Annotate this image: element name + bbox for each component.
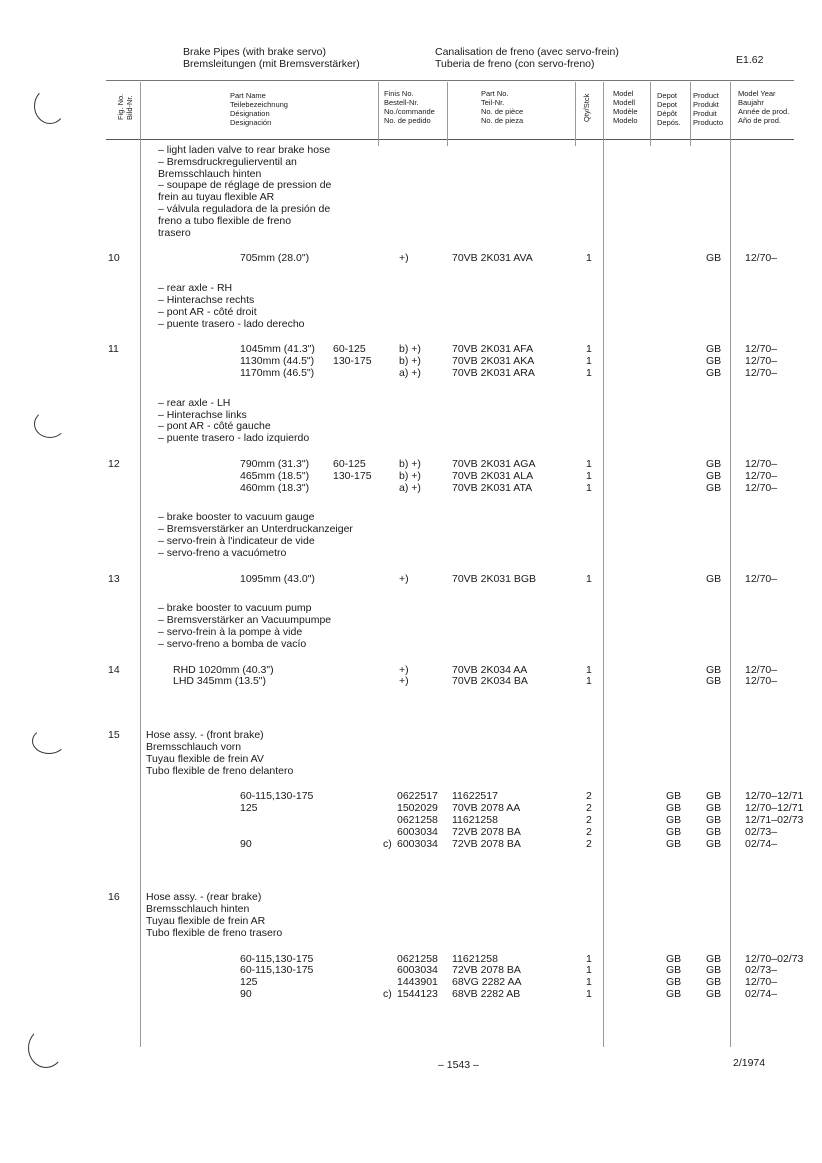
part-description-line: Bremsschlauch hinten [146,903,250,916]
model-year: 02/74– [745,988,778,1000]
model-year: 12/70– [745,355,778,368]
column-divider [730,82,731,1047]
part-description-line: – servo-freno a vacuómetro [158,546,287,559]
part-description-line: – servo-frein à la pompe à vide [158,626,303,638]
quantity: 2 [586,802,592,815]
model-year: 12/70– [745,663,778,676]
quantity: 1 [586,458,592,470]
product-code: GB [706,458,722,470]
size-spec: 90 [240,988,252,1000]
column-divider [378,82,379,146]
model-year: 12/70– [745,469,778,482]
part-description-line: – pont AR - côté droit [158,305,257,318]
part-number: 72VB 2078 BA [452,837,521,850]
model-year: 12/70– [745,367,778,379]
footnote-marker: c) [383,837,392,850]
footnote-marker: +) [399,252,409,265]
variant-range: 130-175 [333,469,372,482]
finis-number: 0622517 [397,790,438,803]
depot-code: GB [666,802,682,815]
finis-number: 0621258 [397,952,438,965]
quantity: 1 [586,988,592,1000]
depot-code: GB [666,976,682,989]
column-divider [447,82,448,146]
model-year: 12/70–02/73 [745,952,804,965]
document-subtitle [435,46,619,70]
title-line: Bremsleitungen (mit Bremsverstärker) [183,58,360,70]
part-description-line: trasero [158,226,191,239]
part-description-line: freno a tubo flexible de freno [158,214,292,227]
product-code: GB [706,469,722,482]
part-description-line: – Bremsverstärker an Vacuumpumpe [158,614,332,627]
page-code: E1.62 [736,54,764,66]
product-code: GB [706,252,722,265]
part-description-line: Tubo flexible de freno trasero [146,926,283,939]
size-spec: 1130mm (44.5") [240,355,315,368]
product-code: GB [706,572,722,585]
part-description-line: frein au tuyau flexible AR [158,191,275,204]
quantity: 1 [586,572,592,585]
finis-number: 6003034 [397,964,438,977]
footnote-marker: +) [399,572,409,585]
size-spec: LHD 345mm (13.5") [173,675,267,688]
subtitle-line: Tuberia de freno (con servo-freno) [435,58,595,70]
part-number: 70VB 2K031 ALA [452,469,534,482]
part-number: 72VB 2078 BA [452,825,521,838]
product-code: GB [706,790,722,803]
column-header-part-name: Part Name Teilebezeichnung Désignation Designación [230,91,288,127]
product-code: GB [706,355,722,368]
product-code: GB [706,952,722,965]
quantity: 1 [586,469,592,482]
punch-hole-mark [28,1028,64,1068]
model-year: 12/71–02/73 [745,814,804,826]
model-year: 02/73– [745,825,778,838]
part-description-line: – servo-freno a bomba de vacío [158,637,307,650]
footnote-marker: c) [383,988,392,1000]
column-divider [140,82,141,1047]
size-spec: 60-115,130-175 [240,964,314,977]
quantity: 1 [586,952,592,965]
size-spec: 705mm (28.0") [240,252,310,265]
size-spec: 465mm (18.5") [240,469,310,482]
depot-code: GB [666,837,682,850]
finis-number: 1502029 [397,802,438,815]
model-year: 12/70– [745,458,778,470]
size-spec: RHD 1020mm (40.3") [173,663,274,676]
model-year: 02/74– [745,837,778,850]
part-description-line: – Bremsdruckregulierventil an [158,155,297,168]
figure-number: 12 [108,458,120,470]
part-description-line: Hose assy. - (rear brake) [146,891,262,904]
part-description-line: – rear axle - LH [158,396,231,409]
size-spec: 1045mm (41.3") [240,343,315,356]
figure-number: 15 [108,729,120,742]
finis-number: 6003034 [397,837,438,850]
model-year: 02/73– [745,964,778,977]
quantity: 1 [586,976,592,989]
print-date: 2/1974 [733,1057,766,1069]
part-description-line: – válvula reguladora de la presión de [158,203,331,215]
model-year: 12/70– [745,252,778,265]
part-description-line: Tuyau flexible de frein AV [146,752,264,765]
model-year: 12/70– [745,675,778,688]
part-number: 11621258 [452,952,498,965]
part-number: 70VB 2K034 BA [452,675,528,688]
part-number: 70VB 2K031 ARA [452,367,535,379]
quantity: 2 [586,790,592,803]
product-code: GB [706,481,722,494]
variant-range: 60-125 [333,458,366,470]
header-top-rule [106,80,794,81]
part-description-line: – Bremsverstärker an Unterdruckanzeiger [158,523,353,536]
column-divider [603,82,604,1047]
variant-range: 60-125 [333,343,366,356]
column-header-finis-no: Finis No. Bestell-Nr. No./commande No. de pedido [384,89,435,125]
finis-number: 1443901 [397,976,438,989]
quantity: 1 [586,663,592,676]
part-number: 68VB 2282 AB [452,988,521,1000]
part-number: 70VB 2K031 BGB [452,572,537,585]
product-code: GB [706,663,722,676]
figure-number: 14 [108,663,120,676]
part-description-line: Bremsschlauch hinten [158,167,262,180]
quantity: 1 [586,343,592,356]
finis-number: 1544123 [397,988,438,1000]
part-description-line: – rear axle - RH [158,282,233,295]
product-code: GB [706,814,722,826]
part-description-line: – brake booster to vacuum gauge [158,511,315,524]
depot-code: GB [666,825,682,838]
part-description-line: Bremsschlauch vorn [146,741,242,753]
size-spec: 90 [240,837,252,850]
quantity: 1 [586,252,592,265]
footnote-marker: a) +) [399,367,421,379]
column-header-model-year: Model Year Baujahr Année de prod. Año de prod. [738,89,790,125]
column-header-model: Model Modell Modèle Modelo [613,89,638,125]
quantity: 1 [586,481,592,494]
part-description-line: Tubo flexible de freno delantero [146,764,294,777]
footnote-marker: b) +) [399,458,421,470]
quantity: 1 [586,964,592,977]
depot-code: GB [666,988,682,1000]
part-description-line: Hose assy. - (front brake) [146,729,264,742]
part-description-line: – puente trasero - lado izquierdo [158,432,310,445]
part-number: 11622517 [452,790,498,803]
model-year: 12/70– [745,481,778,494]
figure-number: 16 [108,891,120,904]
product-code: GB [706,976,722,989]
part-number: 11621258 [452,814,498,826]
product-code: GB [706,837,722,850]
part-number: 72VB 2078 BA [452,964,521,977]
page-number: – 1543 – [438,1059,479,1071]
subtitle-line: Canalisation de freno (avec servo-frein) [435,46,619,58]
size-spec: 790mm (31.3") [240,458,310,470]
size-spec: 60-115,130-175 [240,790,314,803]
size-spec: 1095mm (43.0") [240,572,315,585]
column-divider [575,82,576,146]
model-year: 12/70– [745,976,778,989]
figure-number: 11 [108,343,119,356]
size-spec: 460mm (18.3") [240,481,310,494]
document-title [183,46,360,70]
part-description-line: – Hinterachse rechts [158,294,255,306]
part-number: 70VB 2078 AA [452,802,521,815]
column-divider [690,82,691,146]
footnote-marker: b) +) [399,355,421,368]
depot-code: GB [666,814,682,826]
depot-code: GB [666,952,682,965]
size-spec: 60-115,130-175 [240,952,314,965]
product-code: GB [706,675,722,688]
part-description-line: – light laden valve to rear brake hose [158,144,331,156]
quantity: 1 [586,355,592,368]
footnote-marker: +) [399,675,409,688]
product-code: GB [706,343,722,356]
part-number: 70VB 2K031 AGA [452,458,536,470]
quantity: 2 [586,837,592,850]
figure-number: 10 [108,252,120,265]
part-number: 70VB 2K031 AFA [452,343,534,356]
punch-hole-mark [34,410,66,438]
quantity: 2 [586,814,592,826]
depot-code: GB [666,790,682,803]
part-number: 70VB 2K031 AKA [452,355,535,368]
figure-number: 13 [108,572,120,585]
size-spec: 1170mm (46.5") [240,367,315,379]
depot-code: GB [666,964,682,977]
size-spec: 125 [240,976,258,989]
quantity: 1 [586,675,592,688]
footnote-marker: b) +) [399,343,421,356]
product-code: GB [706,367,722,379]
punch-hole-mark [32,728,66,754]
model-year: 12/70–12/71 [745,802,804,815]
part-number: 70VB 2K034 AA [452,663,528,676]
variant-range: 130-175 [333,355,372,368]
finis-number: 6003034 [397,825,438,838]
quantity: 2 [586,825,592,838]
part-description-line: – soupape de réglage de pression de [158,179,332,192]
column-divider [650,82,651,146]
model-year: 12/70– [745,572,778,585]
finis-number: 0621258 [397,814,438,826]
part-description-line: – servo-frein à l'indicateur de vide [158,535,315,547]
column-header-depot: Depot Depot Dépôt Depós. [657,91,681,127]
quantity: 1 [586,367,592,379]
punch-hole-mark [34,88,66,124]
footnote-marker: a) +) [399,481,421,494]
part-number: 70VB 2K031 AVA [452,252,533,265]
part-number: 68VG 2282 AA [452,976,522,989]
footnote-marker: b) +) [399,469,421,482]
title-line: Brake Pipes (with brake servo) [183,46,326,58]
part-description-line: – Hinterachse links [158,408,247,421]
column-header-part-no: Part No. Teil-Nr. No. de pièce No. de pieza [481,89,524,125]
model-year: 12/70– [745,343,778,356]
product-code: GB [706,964,722,977]
part-description-line: Tuyau flexible de frein AR [146,915,266,927]
size-spec: 125 [240,802,258,815]
product-code: GB [706,988,722,1000]
footnote-marker: +) [399,663,409,676]
product-code: GB [706,802,722,815]
column-header-qty: Qty/Stck [582,93,591,122]
model-year: 12/70–12/71 [745,790,804,803]
column-header-product: Product Produkt Produit Producto [693,91,724,127]
column-header-fig-no: Fig. No. Bild-Nr. [116,93,134,120]
product-code: GB [706,825,722,838]
part-description-line: – puente trasero - lado derecho [158,317,305,330]
part-number: 70VB 2K031 ATA [452,481,533,494]
part-description-line: – brake booster to vacuum pump [158,602,312,615]
part-description-line: – pont AR - côté gauche [158,420,271,433]
